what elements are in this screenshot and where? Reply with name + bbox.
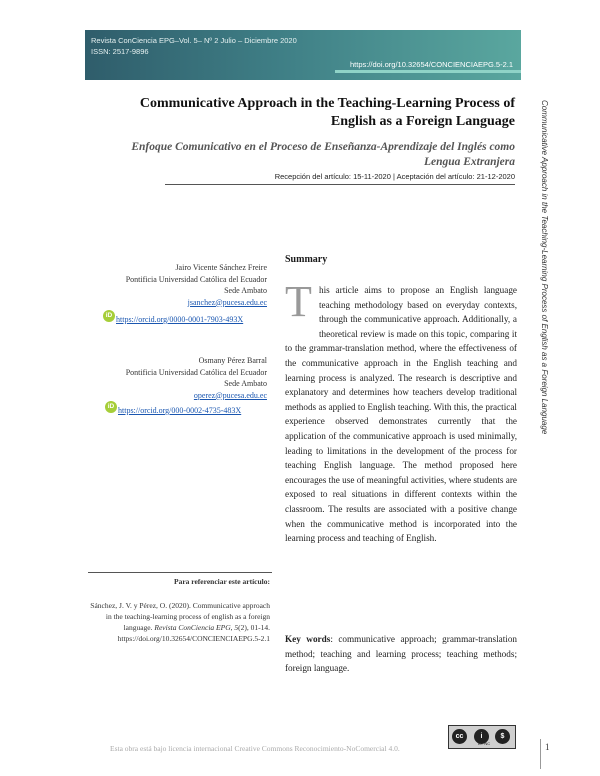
reference-authors: Sánchez, J. V. y Pérez, O. (2020). [90,601,191,610]
keywords-text: : communicative approach; grammar-translation method; teaching and learning process; teaching methods; foreign language. [285,634,518,674]
running-title: Communicative Approach in the Teaching-Learning Process of English as a Foreign Language [540,100,549,435]
author-campus: Sede Ambato [224,379,267,388]
reference-journal: Revista ConCiencia EPG [154,623,231,632]
summary-heading: Summary [285,254,328,265]
summary-text [285,283,517,546]
drop-cap: T [285,277,312,326]
reference-title: Communicative approach in the teaching-learning process of english as a foreign language. [105,601,270,632]
by-icon: i [474,729,489,744]
author-name: Osmany Pérez Barral [198,356,267,365]
author-name: Jairo Vicente Sánchez Freire [175,263,267,272]
reference-heading: Para referenciar este artículo: [174,577,270,586]
cc-badge-text: BY NC [478,741,491,746]
orcid-icon: iD [105,401,117,413]
header-doi-link[interactable]: https://doi.org/10.32654/CONCIENCIAEPG.5-2.1 [350,60,513,69]
article-dates: Recepción del artículo: 15-11-2020 | Aceptación del artículo: 21-12-2020 [274,172,515,181]
cc-icon: cc [452,729,467,744]
license-text: Esta obra está bajo licencia internacional Creative Commons Reconocimiento-NoComercial 4.0. [110,744,400,753]
summary-body: his article aims to propose an English language teaching methodology based on everyday contexts, through the communicative approach. Additionally, a theoretical review is made on this topic, comparing it to the grammar-translation method, where the effectiveness of the communicative approach in the English teaching and learning process is analyzed. The research is descriptive and explanatory and determines how teachers develop traditional methods as applied to English teaching. With this, the practical experience observed demonstrates currently that the application of the communicative approach is used minimally, leading to limitations in the development of the process for teaching English language. The method proposed here encourages the use of meaningful activities, where students are exposed to real situations in different contexts within the classroom. The results are associated with a positive change when the communicative method is incorporated into the learning process and teaching of English. [285,285,517,544]
article-title: Communicative Approach in the Teaching-Learning Process of English as a Foreign Language [139,96,515,129]
title-divider [165,184,515,185]
author-block [126,355,267,401]
author-affiliation: Pontificia Universidad Católica del Ecuador [125,367,267,377]
keywords-label: Key words [285,634,331,644]
orcid-link[interactable]: https://orcid.org/000-0002-4735-483X [118,406,242,415]
reference-divider [88,572,272,573]
journal-issue: Revista ConCiencia EPG–Vol. 5– Nº 2 Julio – Diciembre 2020 [91,36,297,45]
author-email-link[interactable]: operez@pucesa.edu.ec [193,390,267,400]
orcid-icon: iD [103,310,115,322]
page-number-bar [540,739,541,769]
author-campus: Sede Ambato [224,286,267,295]
orcid-link[interactable]: https://orcid.org/0000-0001-7903-493X [116,315,244,324]
banner-stripe [335,70,521,73]
reference-doi[interactable]: https://doi.org/10.32654/CONCIENCIAEPG.5-2.1 [117,634,270,643]
journal-banner [85,30,521,80]
reference-citation: Sánchez, J. V. y Pérez, O. (2020). Communicative approach in the teaching-learning process of english as a foreign language. Revista ConCiencia EPG, 5(2), 01-14. https://doi.org/10.32654/CONCIENCIAEPG.5-2.1 [90,601,270,643]
author-block [126,262,267,308]
nc-icon: $ [495,729,510,744]
author-email-link[interactable]: jsanchez@pucesa.edu.ec [187,297,267,307]
reference-volume: 5 [234,623,239,632]
article-subtitle: Enfoque Comunicativo en el Proceso de Enseñanza-Aprendizaje del Inglés como Lengua Extranjera [131,141,515,168]
page-number: 1 [545,742,550,752]
journal-issn: ISSN: 2517-9896 [91,47,149,56]
author-affiliation: Pontificia Universidad Católica del Ecuador [125,274,267,284]
keywords [285,632,517,676]
reference-issue: (2), 01-14. [238,623,270,632]
